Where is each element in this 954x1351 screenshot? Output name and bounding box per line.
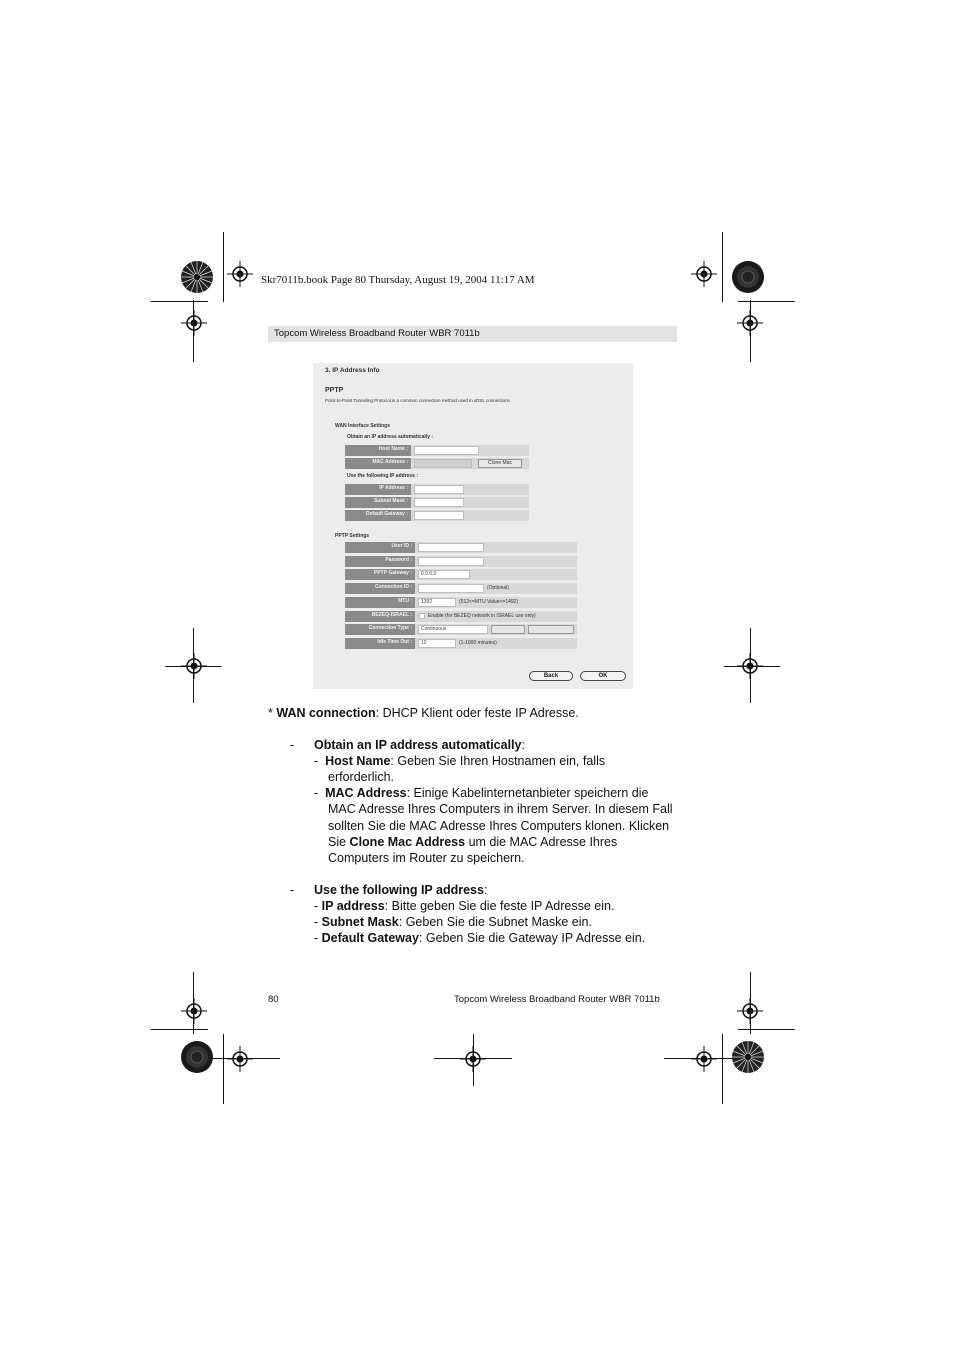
idle-time-input[interactable]: 10	[418, 639, 456, 648]
default-gateway-label: Default Gateway :	[366, 511, 408, 517]
connection-type-label: Connection Type :	[368, 625, 412, 631]
registration-mark-icon	[737, 653, 763, 679]
use-term: Use the following IP address	[314, 883, 484, 897]
header-title: Topcom Wireless Broadband Router WBR 7011b	[274, 328, 480, 339]
mac-desc: : Einige Kabelinternetanbieter speichern die	[406, 786, 649, 800]
print-slug: Skr7011b.book Page 80 Thursday, August 19, 2004 11:17 AM	[261, 274, 535, 286]
idle-time-label: Idle Time Out :	[377, 639, 412, 645]
subnet-mask-input[interactable]	[414, 498, 464, 507]
use-line: Use the following IP address:	[314, 883, 488, 897]
host-name-input[interactable]	[414, 446, 479, 455]
protocol-title: PPTP	[325, 387, 344, 394]
host-desc-2: erforderlich.	[328, 770, 394, 784]
connection-id-label: Connection ID :	[375, 584, 412, 590]
ip-address-input[interactable]	[414, 485, 464, 494]
subnet-mask-label: Subnet Mask :	[374, 498, 408, 504]
bezeq-checkbox[interactable]	[419, 613, 425, 619]
registration-mark-icon	[737, 998, 763, 1024]
back-button[interactable]: Back	[529, 671, 573, 681]
running-header	[268, 326, 677, 342]
ip-desc: : Bitte geben Sie die feste IP Adresse ein.	[384, 899, 615, 913]
pptp-heading: PPTP Settings	[335, 533, 370, 539]
registration-mark-icon	[227, 261, 253, 287]
subnet-desc: : Geben Sie die Subnet Maske ein.	[398, 915, 592, 929]
mac-address-label: MAC Address :	[372, 459, 408, 465]
gateway-term: Default Gateway	[321, 931, 419, 945]
clone-mac-button[interactable]: Clone Mac	[478, 459, 522, 468]
star-target-icon	[731, 1040, 765, 1074]
color-target-icon	[731, 260, 765, 294]
mac-address-input[interactable]	[414, 459, 472, 468]
pptp-gateway-input[interactable]: 0.0.0.0	[418, 570, 470, 579]
ip-line: - IP address: Bitte geben Sie die feste IP Adresse ein.	[314, 899, 615, 913]
subnet-line: - Subnet Mask: Geben Sie die Subnet Maske ein.	[314, 915, 592, 929]
wan-connection-line: * WAN connection: DHCP Klient oder feste IP Adresse.	[268, 706, 579, 720]
mtu-hint: (512<=MTU Value<=1492)	[459, 599, 519, 605]
mtu-label: MTU :	[398, 598, 412, 604]
radio-obtain-auto[interactable]: Obtain an IP address automatically :	[347, 434, 434, 440]
wan-term: WAN connection	[276, 706, 376, 720]
bullet-dash: -	[290, 883, 295, 897]
host-name-label: Host Name :	[378, 446, 408, 452]
bezeq-hint: Enable (for BEZEQ network in ISRAEL use only)	[428, 613, 536, 619]
connection-type-select[interactable]: Continuous	[418, 625, 488, 634]
subnet-term: Subnet Mask	[321, 915, 399, 929]
password-label: Password :	[385, 557, 412, 563]
registration-mark-icon	[181, 653, 207, 679]
footer-title: Topcom Wireless Broadband Router WBR 7011b	[454, 994, 660, 1005]
mac-desc-4b: um die MAC Adresse Ihres	[465, 835, 618, 849]
host-desc: : Geben Sie Ihren Hostnamen ein, falls	[390, 754, 606, 768]
mac-line: - MAC Address: Einige Kabelinternetanbieter speichern die	[314, 786, 649, 800]
protocol-description: Point-to-Point Tunneling Protocol is a common connection method used in xDSL connections	[325, 398, 510, 403]
wan-desc: : DHCP Klient oder feste IP Adresse.	[375, 706, 579, 720]
registration-mark-icon	[227, 1046, 253, 1072]
mac-desc-2: MAC Adresse Ihres Computers in ihrem Server. In diesem Fall	[328, 802, 673, 816]
password-input[interactable]	[418, 557, 484, 566]
mac-desc-3: sollten Sie die MAC Adresse Ihres Computers klonen. Klicken	[328, 819, 670, 833]
pptp-gateway-label: PPTP Gateway :	[374, 570, 412, 576]
mac-term: MAC Address	[325, 786, 407, 800]
registration-mark-icon	[181, 310, 207, 336]
host-term: Host Name	[325, 754, 391, 768]
mac-desc-5: Computers im Router zu speichern.	[328, 851, 525, 865]
gateway-line: - Default Gateway: Geben Sie die Gateway IP Adresse ein.	[314, 931, 646, 945]
mac-desc-4a: Sie	[328, 835, 350, 849]
wan-heading: WAN Interface Settings	[335, 423, 391, 429]
obtain-line: Obtain an IP address automatically:	[314, 738, 525, 752]
disconnect-button[interactable]	[528, 625, 574, 634]
mtu-input[interactable]: 1392	[418, 598, 456, 607]
idle-time-hint: (1-1000 minutes)	[459, 640, 497, 646]
host-line: - Host Name: Geben Sie Ihren Hostnamen ein, falls	[314, 754, 606, 768]
user-id-label: User ID :	[391, 543, 412, 549]
registration-mark-icon	[181, 998, 207, 1024]
connection-id-hint: (Optional)	[487, 585, 509, 591]
page-number: 80	[268, 994, 279, 1005]
registration-mark-icon	[691, 261, 717, 287]
registration-mark-icon	[737, 310, 763, 336]
ok-button[interactable]: OK	[580, 671, 626, 681]
bullet-dash: -	[290, 738, 295, 752]
connection-id-input[interactable]	[418, 584, 484, 593]
star-target-icon	[180, 260, 214, 294]
color-target-icon	[180, 1040, 214, 1074]
ip-term: IP address	[321, 899, 385, 913]
gateway-desc: : Geben Sie die Gateway IP Adresse ein.	[418, 931, 646, 945]
default-gateway-input[interactable]	[414, 511, 464, 520]
user-id-input[interactable]	[418, 543, 484, 552]
section-title: 3. IP Address Info	[325, 367, 380, 374]
mac-desc-4	[328, 834, 617, 850]
bezeq-label: BEZEQ-ISRAEL :	[371, 612, 412, 618]
ip-address-label: IP Address :	[379, 485, 408, 491]
radio-use-following[interactable]: Use the following IP address :	[347, 473, 419, 479]
connect-button[interactable]	[491, 625, 525, 634]
router-config-screenshot	[313, 363, 633, 689]
registration-mark-icon	[691, 1046, 717, 1072]
obtain-term: Obtain an IP address automatically	[314, 738, 522, 752]
clone-mac-term: Clone Mac Address	[349, 835, 466, 849]
